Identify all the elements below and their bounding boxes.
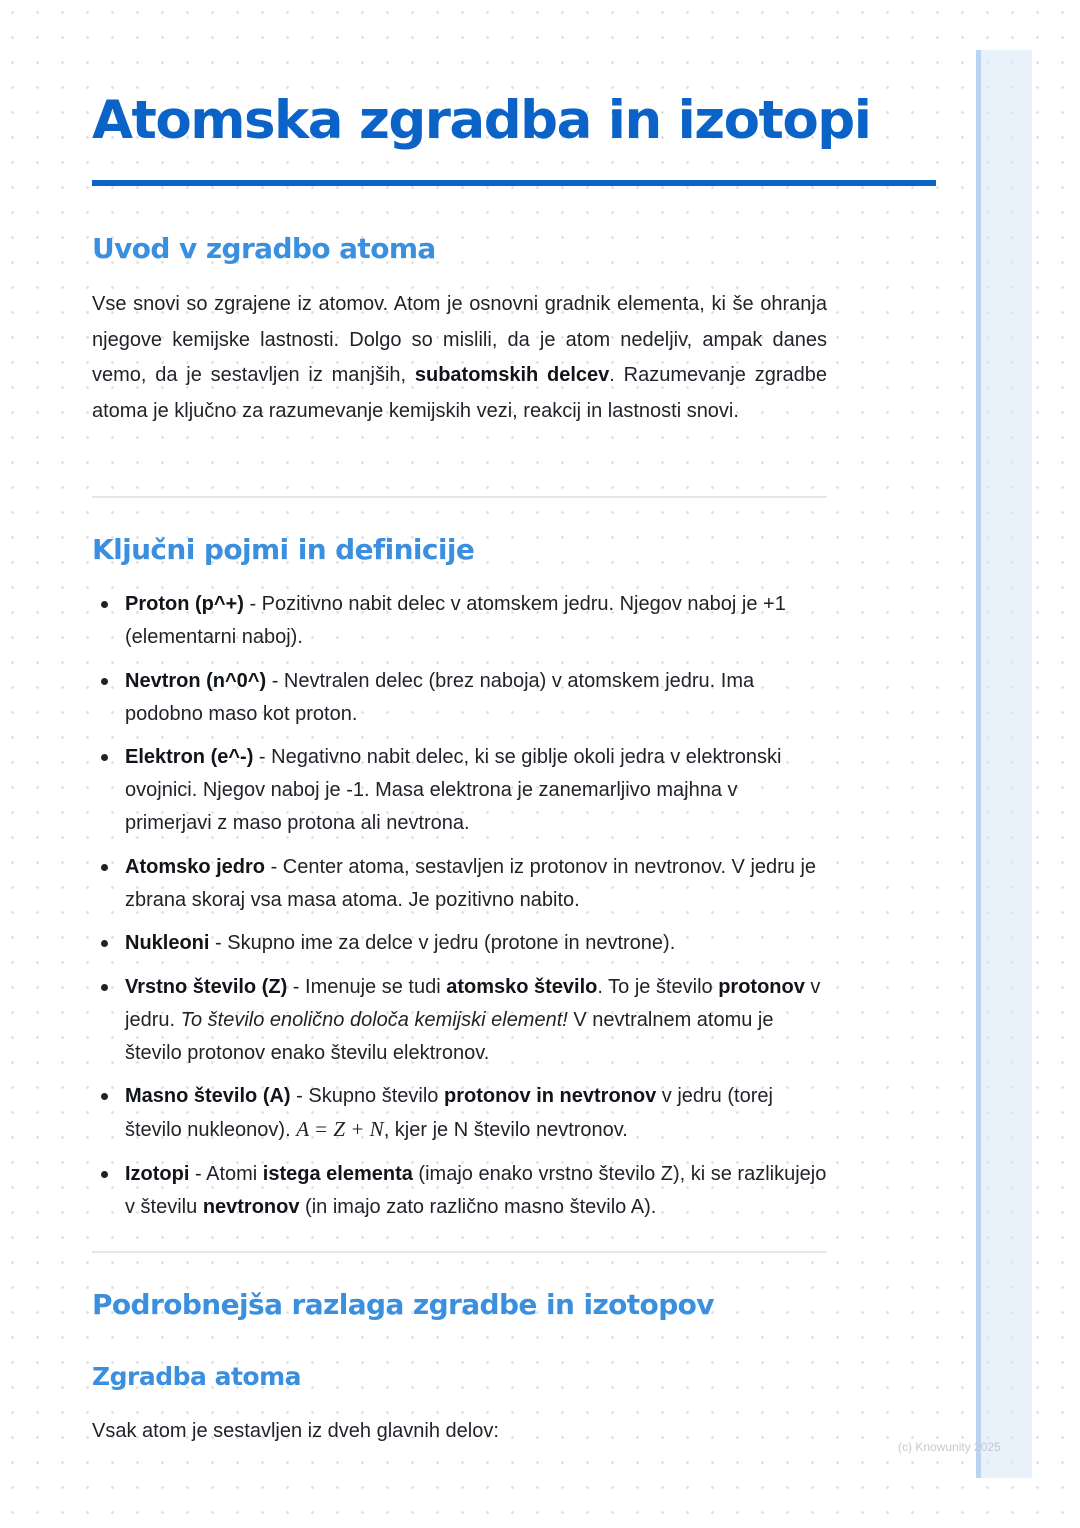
list-item-neutron: Nevtron (n^0^) - Nevtralen delec (brez naboja) v atomskem jedru. Ima podobno maso kot proton. — [92, 665, 827, 731]
list-item-electron: Elektron (e^-) - Negativno nabit delec, ki se giblje okoli jedra v elektronski ovojnici. Njegov naboj je -1. Masa elektrona je zanemarljivo majhna v primerjavi z maso protona ali nevtrona. — [92, 741, 827, 840]
list-item-isotopes: Izotopi - Atomi istega elementa (imajo enako vrstno število Z), ki se razlikujejo v številu nevtronov (in imajo zato različno masno število A). — [92, 1158, 827, 1224]
detail-heading: Podrobnejša razlaga zgradbe in izotopov — [92, 1288, 714, 1321]
intro-heading: Uvod v zgradbo atoma — [92, 232, 436, 265]
mass-number-formula: A = Z + N — [296, 1117, 384, 1141]
list-item-nucleons: Nukleoni - Skupno ime za delce v jedru (protone in nevtrone). — [92, 927, 827, 960]
list-item-mass-number: Masno število (A) - Skupno število protonov in nevtronov v jedru (torej število nukleonov). A = Z + N, kjer je N število nevtronov. — [92, 1080, 827, 1147]
title-underline — [92, 180, 936, 186]
list-item-atomic-number: Vrstno število (Z) - Imenuje se tudi atomsko število. To je število protonov v jedru. To število enolično določa kemijski element! V nevtralnem atomu je število protonov enako številu elektronov. — [92, 971, 827, 1070]
list-item-nucleus: Atomsko jedro - Center atoma, sestavljen iz protonov in nevtronov. V jedru je zbrana skoraj vsa masa atoma. Je pozitivno nabito. — [92, 851, 827, 917]
list-item-proton: Proton (p^+) - Pozitivno nabit delec v atomskem jedru. Njegov naboj je +1 (elementarni naboj). — [92, 588, 827, 654]
intro-bold-term: subatomskih delcev — [414, 364, 610, 386]
definitions-heading: Ključni pojmi in definicije — [92, 533, 475, 566]
section-divider — [92, 496, 827, 498]
section-divider — [92, 1251, 827, 1253]
page-title: Atomska zgradba in izotopi — [92, 90, 871, 151]
detail-paragraph: Vsak atom je sestavljen iz dveh glavnih delov: — [92, 1420, 499, 1442]
margin-strip — [976, 50, 1032, 1478]
detail-subheading: Zgradba atoma — [92, 1362, 302, 1391]
copyright-note: (c) Knowunity 2025 — [898, 1440, 1001, 1454]
intro-paragraph: Vse snovi so zgrajene iz atomov. Atom je osnovni gradnik elementa, ki še ohranja njegove kemijske lastnosti. Dolgo so mislili, da je atom nedeljiv, ampak danes vemo, da je sestavljen iz manjših, subatomskih delcev. Razumevanje zgradbe atoma je ključno za razumevanje kemijskih vezi, reakcij in lastnosti snovi. — [92, 293, 827, 422]
definitions-list — [92, 588, 827, 1234]
